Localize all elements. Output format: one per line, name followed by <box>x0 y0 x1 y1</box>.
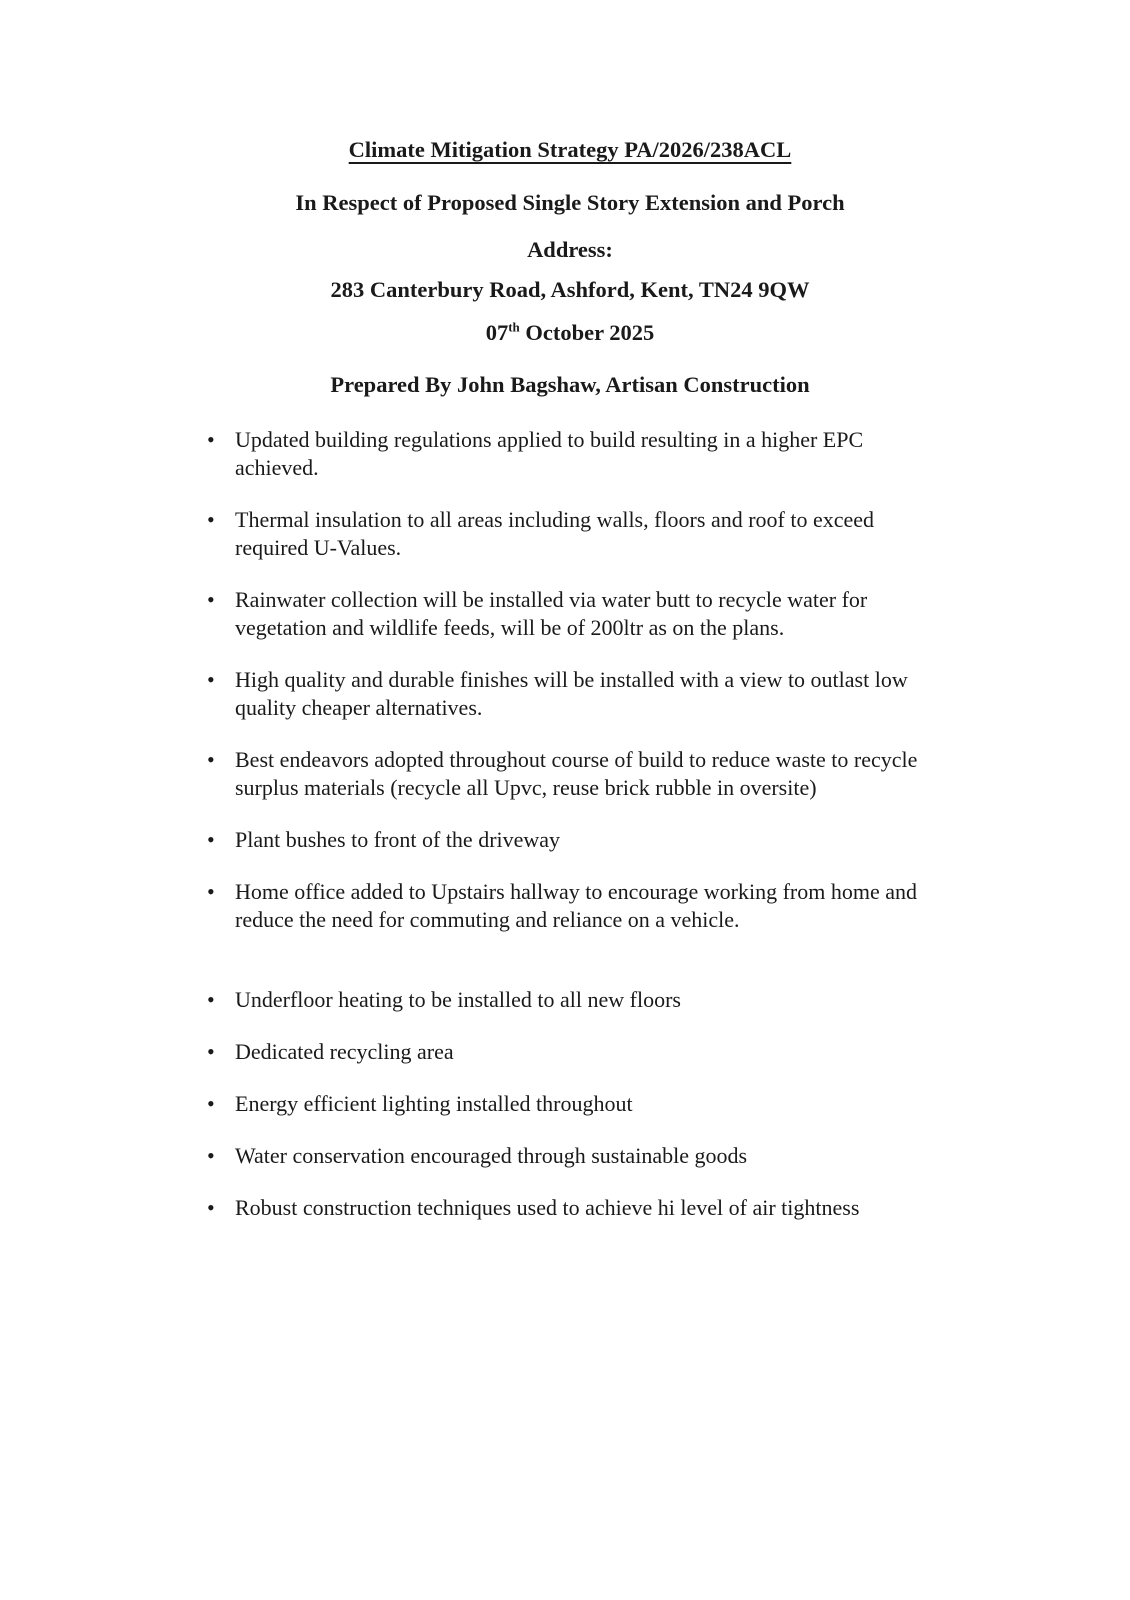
date-line <box>195 319 945 347</box>
bullet-dot-icon: • <box>207 879 215 904</box>
date-rest: October 2025 <box>519 320 655 345</box>
bullet-dot-icon: • <box>207 507 215 532</box>
bullet-text: Best endeavors adopted throughout course of build to reduce waste to recycle surplus materials (recycle all Upvc, reuse brick rubble in oversite) <box>235 747 918 800</box>
bullet-item <box>207 1090 945 1118</box>
bullet-dot-icon: • <box>207 1091 215 1116</box>
document-title: Climate Mitigation Strategy PA/2026/238ACL <box>348 137 792 162</box>
prepared-by-line: Prepared By John Bagshaw, Artisan Construction <box>330 372 810 397</box>
document-subtitle: In Respect of Proposed Single Story Extension and Porch <box>295 190 845 215</box>
bullet-dot-icon: • <box>207 1195 215 1220</box>
bullet-dot-icon: • <box>207 747 215 772</box>
bullet-text: Underfloor heating to be installed to all new floors <box>235 987 681 1012</box>
bullet-text: High quality and durable finishes will be installed with a view to outlast low quality cheaper alternatives. <box>235 667 908 720</box>
bullet-item <box>207 746 945 802</box>
bullet-dot-icon: • <box>207 987 215 1012</box>
bullet-text: Water conservation encouraged through sustainable goods <box>235 1143 748 1168</box>
address-label: Address: <box>527 237 613 262</box>
bullet-text: Rainwater collection will be installed via water butt to recycle water for vegetation and wildlife feeds, will be of 200ltr as on the plans. <box>235 587 868 640</box>
bullet-item <box>207 826 945 854</box>
bullet-dot-icon: • <box>207 667 215 692</box>
date-ordinal-suffix: th <box>508 319 520 335</box>
bullet-item <box>207 986 945 1014</box>
bullet-list <box>207 426 945 1222</box>
bullet-item <box>207 1142 945 1170</box>
bullet-item <box>207 506 945 562</box>
address-line: 283 Canterbury Road, Ashford, Kent, TN24 9QW <box>330 277 810 302</box>
bullet-text: Energy efficient lighting installed throughout <box>235 1091 633 1116</box>
bullet-item <box>207 1194 945 1222</box>
bullet-item <box>207 666 945 722</box>
bullet-text: Robust construction techniques used to achieve hi level of air tightness <box>235 1195 860 1220</box>
bullet-item <box>207 1038 945 1066</box>
bullet-dot-icon: • <box>207 1143 215 1168</box>
bullet-text: Thermal insulation to all areas including walls, floors and roof to exceed required U-Values. <box>235 507 875 560</box>
bullet-text: Home office added to Upstairs hallway to encourage working from home and reduce the need for commuting and reliance on a vehicle. <box>235 879 917 932</box>
bullet-item <box>207 426 945 482</box>
date-day: 07 <box>485 320 509 345</box>
bullet-item <box>207 878 945 934</box>
bullet-text: Plant bushes to front of the driveway <box>235 827 561 852</box>
bullet-dot-icon: • <box>207 827 215 852</box>
bullet-item <box>207 586 945 642</box>
bullet-dot-icon: • <box>207 427 215 452</box>
bullet-text: Updated building regulations applied to build resulting in a higher EPC achieved. <box>235 427 864 480</box>
bullet-text: Dedicated recycling area <box>235 1039 454 1064</box>
bullet-dot-icon: • <box>207 587 215 612</box>
bullet-dot-icon: • <box>207 1039 215 1064</box>
